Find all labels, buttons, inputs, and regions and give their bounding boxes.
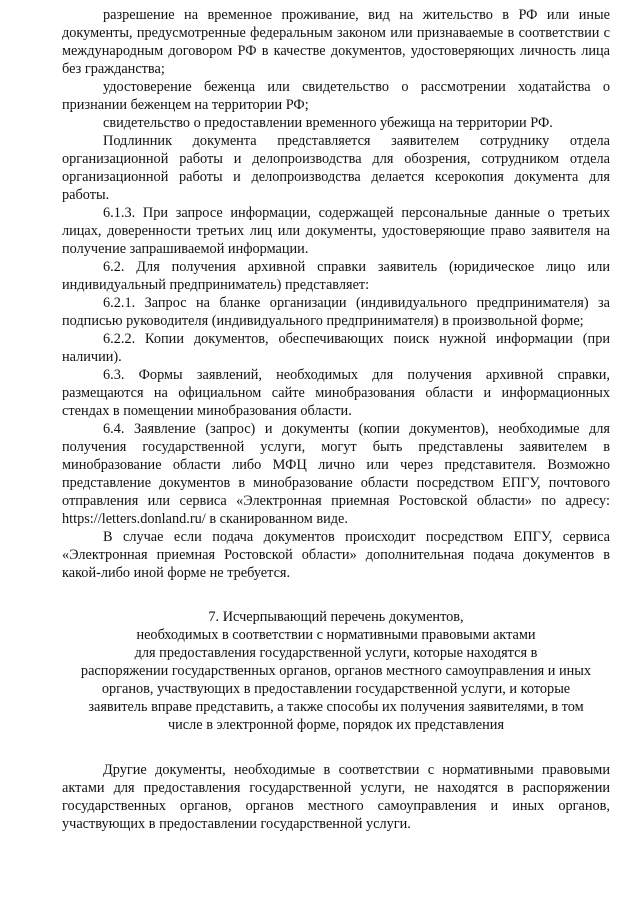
body-text-top — [62, 6, 610, 582]
paragraph: разрешение на временное проживание, вид на жительство в РФ или иные документы, предусмотренные федеральным законом или признаваемые в соответствии с международным договором РФ в качестве документов, удостоверяющих личность лица без гражданства; — [62, 7, 610, 77]
paragraph-6-2-1: 6.2.1. Запрос на бланке организации (индивидуального предпринимателя) за подписью руководителя (индивидуального предпринимателя) в произвольной форме; — [62, 295, 610, 329]
document-page — [62, 6, 610, 833]
heading-line: органов, участвующих в предоставлении государственной услуги, и которые — [101, 681, 571, 697]
heading-line: необходимых в соответствии с нормативными правовыми актами — [136, 627, 536, 643]
heading-line: для предоставления государственной услуги, которые находятся в — [134, 645, 538, 661]
paragraph-6-1-3: 6.1.3. При запросе информации, содержащей персональные данные о третьих лицах, доверенности третьих лиц или документы, удостоверяющие право заявителя на получение запрашиваемой информации. — [62, 205, 610, 257]
heading-line: заявитель вправе представить, а также способы их получения заявителями, в том — [88, 699, 584, 715]
paragraph-6-2-2: 6.2.2. Копии документов, обеспечивающих поиск нужной информации (при наличии). — [62, 331, 610, 365]
paragraph: В случае если подача документов происходит посредством ЕПГУ, сервиса «Электронная приемная Ростовской области» дополнительная подача документов в какой-либо иной форме не требуется. — [62, 529, 610, 581]
heading-line: распоряжении государственных органов, органов местного самоуправления и иных — [80, 663, 592, 679]
section-7-heading — [62, 608, 610, 734]
paragraph-6-4: 6.4. Заявление (запрос) и документы (копии документов), необходимые для получения государственной услуги, могут быть представлены заявителем в минобразование области либо МФЦ лично или через представителя. Возможно представление документов в минобразование области посредством ЕПГУ, почтового отправления или сервиса «Электронная приемная Ростовской области» по адресу: https://letters.donland.ru/ в сканированном виде. — [62, 421, 610, 527]
paragraph-6-3: 6.3. Формы заявлений, необходимых для получения архивной справки, размещаются на официальном сайте минобразования области и информационных стендах в помещении минобразования области. — [62, 367, 610, 419]
paragraph: удостоверение беженца или свидетельство о рассмотрении ходатайства о признании беженцем на территории РФ; — [62, 79, 610, 113]
body-text-bottom — [62, 761, 610, 833]
paragraph: Другие документы, необходимые в соответствии с нормативными правовыми актами для предоставления государственной услуги, не находятся в распоряжении государственных органов, органов местного самоуправления и иных органов, участвующих в предоставлении государственной услуги. — [62, 762, 610, 832]
paragraph: свидетельство о предоставлении временного убежища на территории РФ. — [103, 115, 553, 131]
heading-line: 7. Исчерпывающий перечень документов, — [208, 609, 464, 625]
heading-line: числе в электронной форме, порядок их представления — [167, 717, 505, 733]
paragraph: Подлинник документа представляется заявителем сотруднику отдела организационной работы и делопроизводства для обозрения, сотрудником отдела организационной работы и делопроизводства делается ксерокопия документа для работы. — [62, 133, 610, 203]
paragraph-6-2: 6.2. Для получения архивной справки заявитель (юридическое лицо или индивидуальный предприниматель) представляет: — [62, 259, 610, 293]
